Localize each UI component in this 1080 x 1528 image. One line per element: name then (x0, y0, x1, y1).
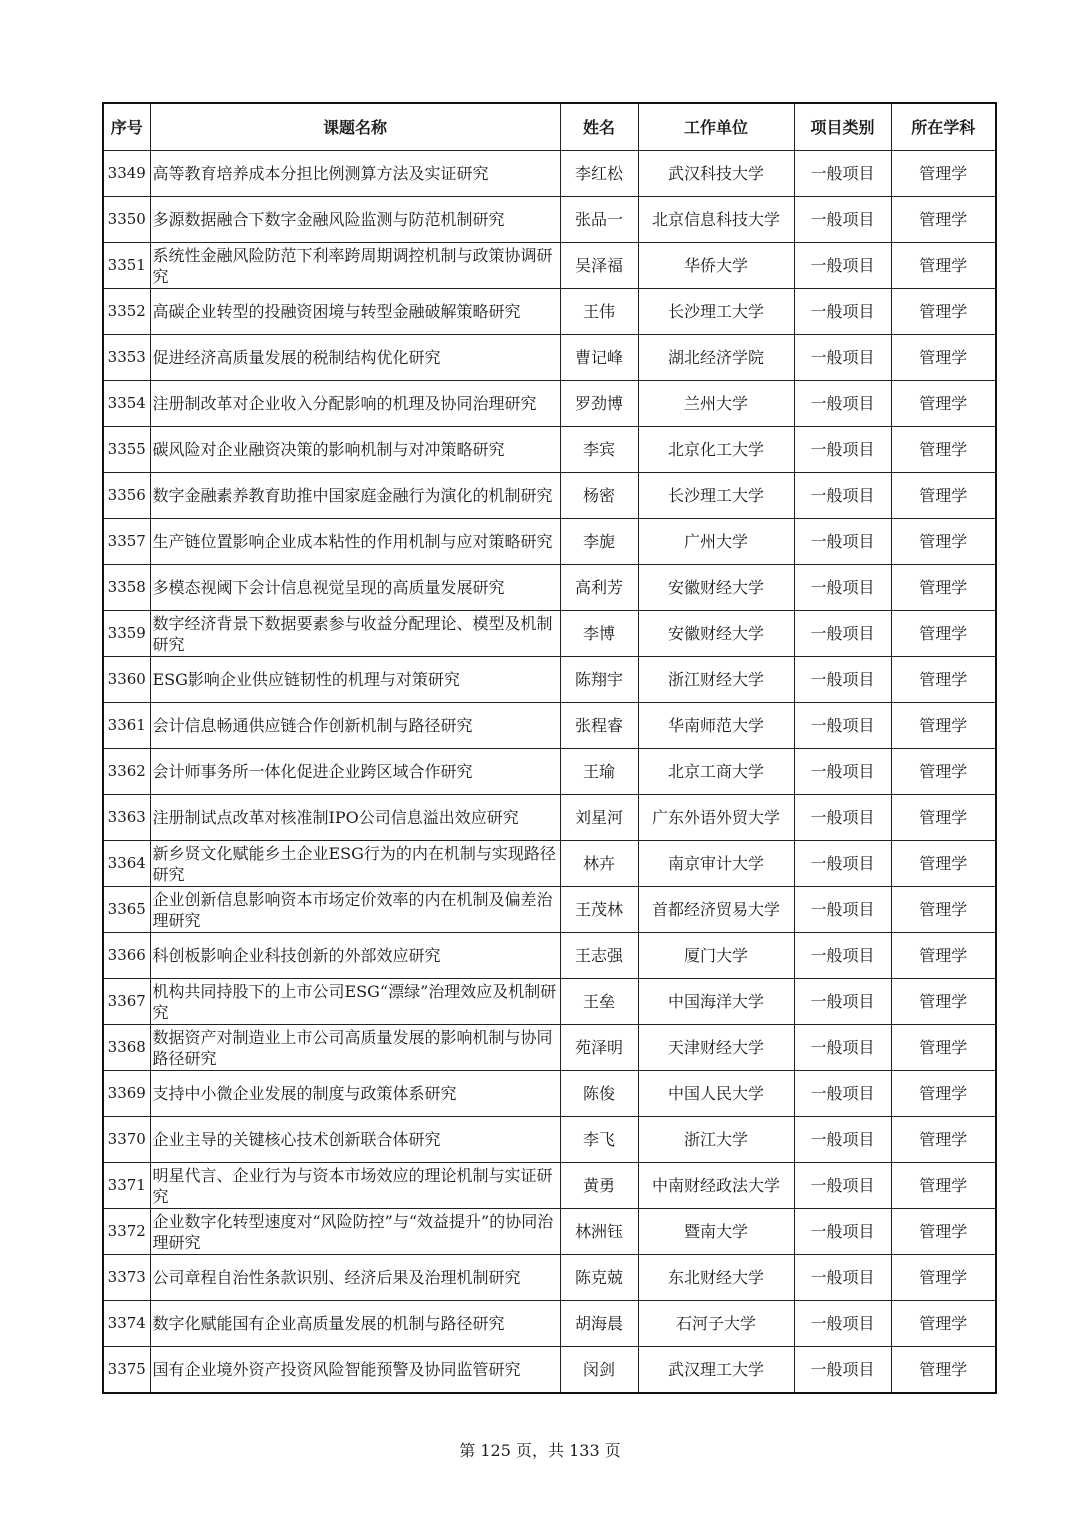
cell-name: 曹记峰 (560, 335, 638, 381)
cell-title: 促进经济高质量发展的税制结构优化研究 (150, 335, 560, 381)
cell-title: ESG影响企业供应链韧性的机理与对策研究 (150, 657, 560, 703)
cell-title: 系统性金融风险防范下利率跨周期调控机制与政策协调研究 (150, 243, 560, 289)
cell-name: 闵剑 (560, 1347, 638, 1394)
table-row (103, 933, 996, 979)
cell-discipline: 管理学 (891, 611, 996, 657)
cell-seq: 3354 (103, 381, 150, 427)
cell-discipline: 管理学 (891, 841, 996, 887)
cell-discipline: 管理学 (891, 1163, 996, 1209)
cell-affiliation: 武汉理工大学 (638, 1347, 794, 1394)
cell-category: 一般项目 (794, 1255, 891, 1301)
cell-category: 一般项目 (794, 519, 891, 565)
cell-category: 一般项目 (794, 979, 891, 1025)
cell-seq: 3353 (103, 335, 150, 381)
cell-name: 王伟 (560, 289, 638, 335)
cell-discipline: 管理学 (891, 795, 996, 841)
cell-seq: 3355 (103, 427, 150, 473)
table-row (103, 1071, 996, 1117)
table-row (103, 243, 996, 289)
cell-category: 一般项目 (794, 841, 891, 887)
cell-category: 一般项目 (794, 473, 891, 519)
cell-seq: 3362 (103, 749, 150, 795)
cell-seq: 3367 (103, 979, 150, 1025)
cell-discipline: 管理学 (891, 1117, 996, 1163)
cell-discipline: 管理学 (891, 289, 996, 335)
page-footer: 第 125 页，共 133 页 (459, 1441, 621, 1460)
cell-seq: 3349 (103, 151, 150, 197)
cell-affiliation: 安徽财经大学 (638, 611, 794, 657)
cell-discipline: 管理学 (891, 243, 996, 289)
cell-seq: 3365 (103, 887, 150, 933)
cell-name: 黄勇 (560, 1163, 638, 1209)
cell-discipline: 管理学 (891, 1025, 996, 1071)
cell-discipline: 管理学 (891, 381, 996, 427)
cell-discipline: 管理学 (891, 657, 996, 703)
cell-discipline: 管理学 (891, 1347, 996, 1394)
cell-title: 注册制改革对企业收入分配影响的机理及协同治理研究 (150, 381, 560, 427)
cell-affiliation: 首都经济贸易大学 (638, 887, 794, 933)
cell-name: 张程睿 (560, 703, 638, 749)
cell-category: 一般项目 (794, 1163, 891, 1209)
cell-title: 多模态视阈下会计信息视觉呈现的高质量发展研究 (150, 565, 560, 611)
cell-discipline: 管理学 (891, 197, 996, 243)
cell-affiliation: 中国人民大学 (638, 1071, 794, 1117)
cell-seq: 3363 (103, 795, 150, 841)
cell-title: 支持中小微企业发展的制度与政策体系研究 (150, 1071, 560, 1117)
cell-affiliation: 浙江财经大学 (638, 657, 794, 703)
cell-seq: 3369 (103, 1071, 150, 1117)
cell-category: 一般项目 (794, 1301, 891, 1347)
cell-name: 陈俊 (560, 1071, 638, 1117)
cell-discipline: 管理学 (891, 473, 996, 519)
table-row (103, 151, 996, 197)
cell-seq: 3364 (103, 841, 150, 887)
cell-discipline: 管理学 (891, 519, 996, 565)
cell-affiliation: 浙江大学 (638, 1117, 794, 1163)
cell-seq: 3371 (103, 1163, 150, 1209)
table-row (103, 611, 996, 657)
cell-affiliation: 东北财经大学 (638, 1255, 794, 1301)
cell-title: 数据资产对制造业上市公司高质量发展的影响机制与协同路径研究 (150, 1025, 560, 1071)
cell-category: 一般项目 (794, 933, 891, 979)
cell-category: 一般项目 (794, 289, 891, 335)
cell-seq: 3366 (103, 933, 150, 979)
cell-title: 公司章程自治性条款识别、经济后果及治理机制研究 (150, 1255, 560, 1301)
cell-discipline: 管理学 (891, 565, 996, 611)
header-row (103, 103, 996, 151)
cell-seq: 3375 (103, 1347, 150, 1394)
cell-name: 李博 (560, 611, 638, 657)
cell-seq: 3358 (103, 565, 150, 611)
cell-discipline: 管理学 (891, 703, 996, 749)
cell-affiliation: 厦门大学 (638, 933, 794, 979)
table-row (103, 1163, 996, 1209)
cell-seq: 3374 (103, 1301, 150, 1347)
cell-affiliation: 北京化工大学 (638, 427, 794, 473)
cell-seq: 3359 (103, 611, 150, 657)
table-row (103, 703, 996, 749)
cell-name: 李飞 (560, 1117, 638, 1163)
cell-category: 一般项目 (794, 381, 891, 427)
cell-title: 明星代言、企业行为与资本市场效应的理论机制与实证研究 (150, 1163, 560, 1209)
table-row (103, 1255, 996, 1301)
cell-title: 数字金融素养教育助推中国家庭金融行为演化的机制研究 (150, 473, 560, 519)
header-category: 项目类别 (794, 103, 891, 151)
cell-category: 一般项目 (794, 611, 891, 657)
cell-category: 一般项目 (794, 1209, 891, 1255)
cell-name: 林卉 (560, 841, 638, 887)
cell-name: 李红松 (560, 151, 638, 197)
cell-affiliation: 北京信息科技大学 (638, 197, 794, 243)
cell-category: 一般项目 (794, 565, 891, 611)
table-row (103, 1025, 996, 1071)
cell-name: 杨密 (560, 473, 638, 519)
cell-affiliation: 广州大学 (638, 519, 794, 565)
cell-category: 一般项目 (794, 1071, 891, 1117)
cell-name: 陈克兢 (560, 1255, 638, 1301)
cell-category: 一般项目 (794, 427, 891, 473)
cell-title: 企业数字化转型速度对“风险防控”与“效益提升”的协同治理研究 (150, 1209, 560, 1255)
cell-title: 数字化赋能国有企业高质量发展的机制与路径研究 (150, 1301, 560, 1347)
cell-name: 胡海晨 (560, 1301, 638, 1347)
cell-title: 会计信息畅通供应链合作创新机制与路径研究 (150, 703, 560, 749)
table-row (103, 565, 996, 611)
cell-name: 王茂林 (560, 887, 638, 933)
cell-discipline: 管理学 (891, 933, 996, 979)
cell-name: 陈翔宇 (560, 657, 638, 703)
cell-category: 一般项目 (794, 1025, 891, 1071)
cell-name: 林洲钰 (560, 1209, 638, 1255)
cell-affiliation: 暨南大学 (638, 1209, 794, 1255)
table-row (103, 335, 996, 381)
table-row (103, 795, 996, 841)
cell-discipline: 管理学 (891, 749, 996, 795)
cell-category: 一般项目 (794, 703, 891, 749)
table-row (103, 979, 996, 1025)
cell-affiliation: 中南财经政法大学 (638, 1163, 794, 1209)
cell-affiliation: 长沙理工大学 (638, 473, 794, 519)
cell-seq: 3350 (103, 197, 150, 243)
cell-affiliation: 湖北经济学院 (638, 335, 794, 381)
cell-title: 机构共同持股下的上市公司ESG“漂绿”治理效应及机制研究 (150, 979, 560, 1025)
cell-name: 王瑜 (560, 749, 638, 795)
cell-discipline: 管理学 (891, 979, 996, 1025)
cell-discipline: 管理学 (891, 1255, 996, 1301)
cell-affiliation: 中国海洋大学 (638, 979, 794, 1025)
header-discipline: 所在学科 (891, 103, 996, 151)
table-row (103, 473, 996, 519)
cell-seq: 3370 (103, 1117, 150, 1163)
cell-name: 苑泽明 (560, 1025, 638, 1071)
cell-name: 李旎 (560, 519, 638, 565)
cell-discipline: 管理学 (891, 151, 996, 197)
cell-affiliation: 石河子大学 (638, 1301, 794, 1347)
cell-seq: 3351 (103, 243, 150, 289)
table-row (103, 381, 996, 427)
header-affiliation: 工作单位 (638, 103, 794, 151)
cell-title: 高等教育培养成本分担比例测算方法及实证研究 (150, 151, 560, 197)
cell-title: 高碳企业转型的投融资困境与转型金融破解策略研究 (150, 289, 560, 335)
table-row (103, 749, 996, 795)
cell-category: 一般项目 (794, 1347, 891, 1394)
cell-name: 罗劲博 (560, 381, 638, 427)
cell-title: 国有企业境外资产投资风险智能预警及协同监管研究 (150, 1347, 560, 1394)
cell-name: 王志强 (560, 933, 638, 979)
cell-category: 一般项目 (794, 657, 891, 703)
table-row (103, 1347, 996, 1394)
cell-discipline: 管理学 (891, 427, 996, 473)
cell-category: 一般项目 (794, 335, 891, 381)
table-row (103, 1301, 996, 1347)
cell-name: 李宾 (560, 427, 638, 473)
header-name: 姓名 (560, 103, 638, 151)
cell-category: 一般项目 (794, 197, 891, 243)
cell-discipline: 管理学 (891, 335, 996, 381)
cell-category: 一般项目 (794, 887, 891, 933)
cell-title: 新乡贤文化赋能乡土企业ESG行为的内在机制与实现路径研究 (150, 841, 560, 887)
cell-seq: 3356 (103, 473, 150, 519)
table-row (103, 427, 996, 473)
cell-title: 企业创新信息影响资本市场定价效率的内在机制及偏差治理研究 (150, 887, 560, 933)
table-row (103, 197, 996, 243)
cell-title: 生产链位置影响企业成本粘性的作用机制与应对策略研究 (150, 519, 560, 565)
table-row (103, 519, 996, 565)
cell-name: 张品一 (560, 197, 638, 243)
table-row (103, 289, 996, 335)
header-title: 课题名称 (150, 103, 560, 151)
cell-seq: 3372 (103, 1209, 150, 1255)
cell-title: 会计师事务所一体化促进企业跨区域合作研究 (150, 749, 560, 795)
cell-title: 注册制试点改革对核准制IPO公司信息溢出效应研究 (150, 795, 560, 841)
cell-category: 一般项目 (794, 795, 891, 841)
cell-seq: 3360 (103, 657, 150, 703)
cell-category: 一般项目 (794, 1117, 891, 1163)
cell-category: 一般项目 (794, 151, 891, 197)
table-row (103, 1209, 996, 1255)
cell-discipline: 管理学 (891, 1071, 996, 1117)
table-row (103, 841, 996, 887)
cell-affiliation: 华南师范大学 (638, 703, 794, 749)
cell-affiliation: 广东外语外贸大学 (638, 795, 794, 841)
cell-name: 刘星河 (560, 795, 638, 841)
cell-category: 一般项目 (794, 749, 891, 795)
cell-affiliation: 安徽财经大学 (638, 565, 794, 611)
cell-title: 数字经济背景下数据要素参与收益分配理论、模型及机制研究 (150, 611, 560, 657)
cell-affiliation: 武汉科技大学 (638, 151, 794, 197)
cell-seq: 3368 (103, 1025, 150, 1071)
project-table (102, 102, 997, 1394)
cell-seq: 3357 (103, 519, 150, 565)
cell-name: 高利芳 (560, 565, 638, 611)
table-row (103, 887, 996, 933)
cell-name: 王垒 (560, 979, 638, 1025)
cell-seq: 3373 (103, 1255, 150, 1301)
table-row (103, 1117, 996, 1163)
cell-discipline: 管理学 (891, 1301, 996, 1347)
cell-affiliation: 天津财经大学 (638, 1025, 794, 1071)
cell-title: 科创板影响企业科技创新的外部效应研究 (150, 933, 560, 979)
cell-title: 多源数据融合下数字金融风险监测与防范机制研究 (150, 197, 560, 243)
table-row (103, 657, 996, 703)
cell-title: 企业主导的关键核心技术创新联合体研究 (150, 1117, 560, 1163)
cell-seq: 3361 (103, 703, 150, 749)
cell-discipline: 管理学 (891, 1209, 996, 1255)
cell-affiliation: 兰州大学 (638, 381, 794, 427)
cell-affiliation: 南京审计大学 (638, 841, 794, 887)
header-seq: 序号 (103, 103, 150, 151)
cell-title: 碳风险对企业融资决策的影响机制与对冲策略研究 (150, 427, 560, 473)
cell-affiliation: 华侨大学 (638, 243, 794, 289)
cell-affiliation: 长沙理工大学 (638, 289, 794, 335)
cell-seq: 3352 (103, 289, 150, 335)
cell-category: 一般项目 (794, 243, 891, 289)
cell-name: 吴泽福 (560, 243, 638, 289)
cell-discipline: 管理学 (891, 887, 996, 933)
cell-affiliation: 北京工商大学 (638, 749, 794, 795)
